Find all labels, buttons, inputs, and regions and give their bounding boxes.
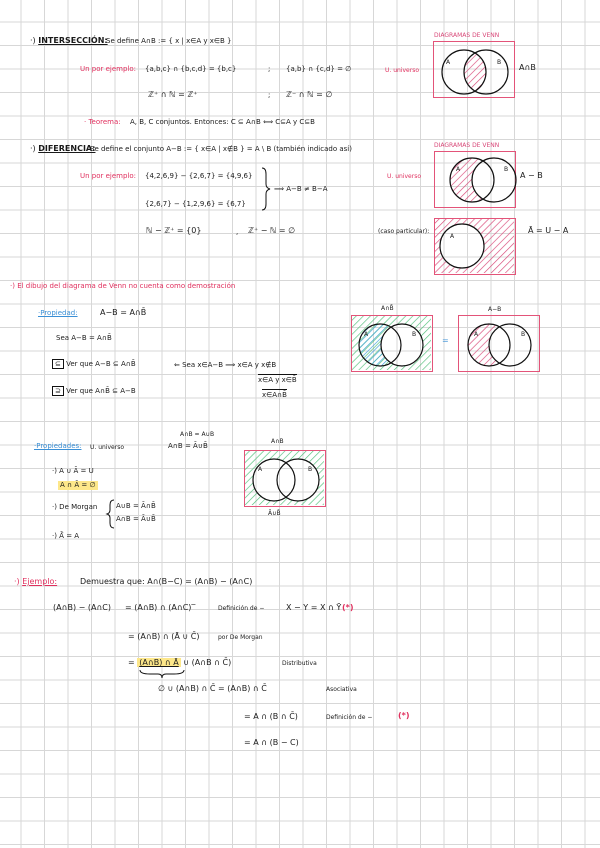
demostracion-note: ·) El dibujo del diagrama de Venn no cuenta como demostración xyxy=(10,282,236,290)
ejemplo-line-5: = A ∩ (B ∩ C̄) xyxy=(244,712,298,721)
step-1-chain-1: x∈A y x∈B̄ xyxy=(258,376,297,384)
venn-title-2: DIAGRAMAS DE VENN xyxy=(434,142,500,149)
set-a-label: A xyxy=(450,233,455,240)
venn-universe-label-2: U. universo xyxy=(387,173,421,180)
separator: , xyxy=(236,228,239,236)
propiedad-3: ·) Ā̄ = A xyxy=(52,532,80,540)
propiedad-2: A ∩ Ā = ∅ xyxy=(60,481,96,489)
propiedades-universe: U. universo xyxy=(90,444,124,451)
ejemplo-line-2: = (A∩B) ∩ (Ā ∪ C̄) xyxy=(128,632,200,641)
ejemplo-line-6: = A ∩ (B − C) xyxy=(244,738,299,747)
diferencia-conclusion: ⟹ A−B ≠ B−A xyxy=(274,185,328,193)
ejemplo-line-4: ∅ ∪ (A∩B) ∩ C̄ = (A∩B) ∩ C̄ xyxy=(158,684,267,693)
step-2: ⊇ Ver que A∩B̄ ⊆ A−B xyxy=(52,387,136,396)
ejemplo-line-3: = (A∩B) ∩ Ā ∪ (A∩B ∩ C̄) xyxy=(128,658,232,667)
diferencia-definition: Se define el conjunto A−B := { x∈A | x∉B } = A \ B (también indicado así) xyxy=(90,145,352,153)
set-a-label: A xyxy=(258,466,263,473)
caso-particular-label: (caso particular): xyxy=(378,228,430,235)
diferencia-example-1: {4,2,6,9} − {2,6,7} = {4,9,6} xyxy=(145,172,253,180)
set-a-label: A xyxy=(364,331,369,338)
diferencia-example-label: Un por ejemplo: xyxy=(80,172,137,180)
venn-result-label-1: A∩B xyxy=(519,63,536,72)
set-a-label: A xyxy=(446,59,451,66)
venn-result-label-2: A − B xyxy=(520,171,543,180)
step-1-chain-2: x∈A∩B̄ xyxy=(262,391,287,399)
demorgan-label: ·) De Morgan xyxy=(52,503,98,511)
ejemplo-line-3-note: Distributiva xyxy=(282,660,317,667)
set-a-label: A xyxy=(456,166,461,173)
propiedades-note-top: A∩B = A∪B xyxy=(180,431,215,438)
interseccion-example-2: {a,b} ∩ {c,d} = ∅ xyxy=(286,65,352,73)
diferencia-heading: ·) DIFERENCIA: xyxy=(30,144,96,153)
set-b-label: B xyxy=(521,331,526,338)
propiedad-label: ·Propiedad: xyxy=(38,309,78,317)
diferencia-example-3: ℕ − ℤ⁺ = {0} xyxy=(146,226,202,235)
set-b-label: B xyxy=(497,59,502,66)
demorgan-law-1: A∪B = Ā∩B̄ xyxy=(116,502,156,510)
demorgan-law-2: A∩B = Ā∪B̄ xyxy=(116,515,156,523)
set-a-label: A xyxy=(474,331,479,338)
ejemplo-line-2-note: por De Morgan xyxy=(218,634,263,641)
venn-title-1: DIAGRAMAS DE VENN xyxy=(434,32,500,39)
propiedades-formula: A∩B = Ā∪B̄ xyxy=(168,442,208,450)
ejemplo-line-1-lhs: (A∩B) − (A∩C) xyxy=(53,603,112,612)
teorema-text: A, B, C conjuntos. Entonces: C ⊆ A∩B ⟺ C⊆A y C⊆B xyxy=(130,118,315,126)
set-b-label: B xyxy=(412,331,417,338)
venn-universe-label-1: U. universo xyxy=(385,67,419,74)
ejemplo-line-1-formula: X − Y = X ∩ Ȳ xyxy=(286,603,342,612)
ejemplo-line-1-rhs: = (A∩B) ∩ (A∩C)‾ xyxy=(125,603,196,612)
venn-title-left: A∩B̄ xyxy=(381,305,394,312)
propiedades-label: ·Propiedades: xyxy=(34,442,82,450)
step-1: ⊆ Ver que A−B ⊆ A∩B̄ xyxy=(52,360,136,369)
equals-sign: = xyxy=(442,336,449,345)
separator: ; xyxy=(268,65,271,73)
venn-caption-propiedades: Ā∪B̄ xyxy=(268,510,281,517)
diferencia-example-2: {2,6,7} − {1,2,9,6} = {6,7} xyxy=(145,200,246,208)
interseccion-example-4: ℤ⁻ ∩ ℕ = ∅ xyxy=(286,90,333,99)
interseccion-example-3: ℤ⁺ ∩ ℕ = ℤ⁺ xyxy=(148,90,198,99)
ejemplo-line-1-star: (*) xyxy=(342,603,354,612)
ejemplo-statement: Demuestra que: A∩(B−C) = (A∩B) − (A∩C) xyxy=(80,577,253,586)
sea-statement: Sea A−B = A∩B̄ xyxy=(56,334,112,342)
venn-title-propiedades: A∩B xyxy=(271,438,284,445)
set-b-label: B xyxy=(504,166,509,173)
ejemplo-line-1-note: Definición de − xyxy=(218,605,265,612)
venn-title-right: A−B xyxy=(488,306,502,313)
ejemplo-line-5-star: (*) xyxy=(398,711,410,720)
separator: ; xyxy=(268,91,271,99)
step-1-reasoning: ⇐ Sea x∈A−B ⟹ x∈A y x∉B xyxy=(174,361,277,369)
propiedad-1: ·) A ∪ Ā = U xyxy=(52,467,94,475)
interseccion-example-label: Un por ejemplo: xyxy=(80,65,137,73)
ejemplo-line-4-note: Asociativa xyxy=(326,686,357,693)
ejemplo-line-5-note: Definición de − xyxy=(326,714,373,721)
complement-label: Ā = U − A xyxy=(528,226,569,235)
interseccion-definition: Se define A∩B := { x | x∈A y x∈B } xyxy=(106,37,232,45)
ejemplo-heading: ·) Ejemplo: xyxy=(14,577,58,586)
diferencia-example-4: ℤ⁺ − ℕ = ∅ xyxy=(248,226,296,235)
set-b-label: B xyxy=(308,466,313,473)
propiedad-formula: A−B = A∩B̄ xyxy=(100,308,147,317)
teorema-label: · Teorema: xyxy=(84,118,121,126)
interseccion-example-1: {a,b,c} ∩ {b,c,d} = {b,c} xyxy=(145,65,237,73)
interseccion-heading: ·) INTERSECCIÓN: xyxy=(30,36,108,45)
